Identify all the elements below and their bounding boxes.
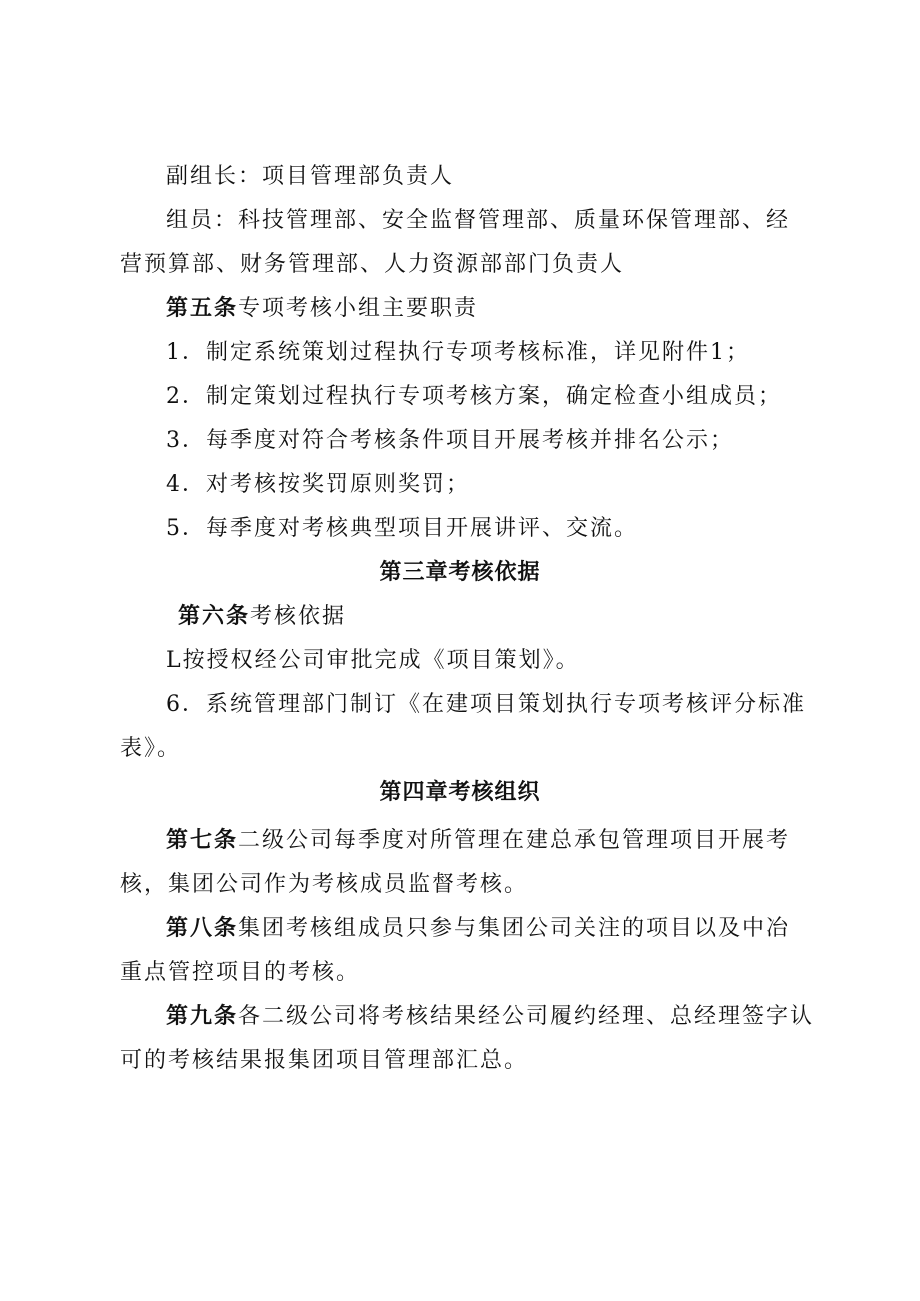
article-7-label: 第七条 [166, 828, 239, 853]
article-9-text-2: 可的考核结果报集团项目管理部汇总。 [120, 1048, 529, 1073]
basis-item-2-text-1: 6．系统管理部门制订《在建项目策划执行专项考核评分标准 [166, 692, 806, 717]
article-5-text: 专项考核小组主要职责 [238, 296, 479, 321]
article-6-text: 考核依据 [250, 604, 347, 629]
members-text-2: 营预算部、财务管理部、人力资源部部门负责人 [120, 252, 625, 277]
chapter-3-heading: 第三章考核依据 [379, 560, 541, 585]
chapter-4-heading: 第四章考核组织 [379, 780, 541, 805]
article-7-text-1: 二级公司每季度对所管理在建总承包管理项目开展考 [238, 828, 791, 853]
basis-item-1-text: L按授权经公司审批完成《项目策划》。 [166, 648, 580, 673]
duty-item-5 [166, 514, 638, 544]
duty-item-4 [166, 470, 470, 500]
article-7-line-2 [120, 870, 528, 900]
article-7-text-2: 核，集团公司作为考核成员监督考核。 [120, 872, 529, 897]
basis-item-1 [166, 646, 580, 676]
duty-item-3 [166, 426, 734, 456]
article-7-line-1 [166, 826, 791, 856]
duty-item-2-text: 2．制定策划过程执行专项考核方案，确定检查小组成员； [166, 384, 782, 409]
article-8-line-1 [166, 914, 791, 944]
article-9-label: 第九条 [166, 1004, 239, 1029]
duty-item-4-text: 4．对考核按奖罚原则奖罚； [166, 472, 470, 497]
basis-item-2-line-2 [120, 734, 181, 764]
basis-item-2-line-1 [166, 690, 806, 720]
duty-item-5-text: 5．每季度对考核典型项目开展讲评、交流。 [166, 516, 638, 541]
basis-item-2-text-2: 表》。 [120, 736, 182, 761]
article-6 [178, 602, 346, 632]
article-5 [166, 294, 478, 324]
deputy-leader-line [166, 162, 454, 192]
duty-item-1-text: 1．制定系统策划过程执行专项考核标准，详见附件1； [166, 340, 750, 365]
article-8-label: 第八条 [166, 916, 239, 941]
article-8-line-2 [120, 958, 360, 988]
duty-item-1 [166, 338, 750, 368]
article-9-line-1 [166, 1002, 815, 1032]
article-6-label: 第六条 [178, 604, 251, 629]
article-8-text-1: 集团考核组成员只参与集团公司关注的项目以及中冶 [238, 916, 791, 941]
duty-item-2 [166, 382, 782, 412]
article-9-text-1: 各二级公司将考核结果经公司履约经理、总经理签字认 [238, 1004, 815, 1029]
article-8-text-2: 重点管控项目的考核。 [120, 960, 361, 985]
members-text-1: 组员：科技管理部、安全监督管理部、质量环保管理部、经 [166, 208, 791, 233]
article-5-label: 第五条 [166, 296, 239, 321]
members-line-2 [120, 250, 624, 280]
article-9-line-2 [120, 1046, 528, 1076]
deputy-leader-text: 副组长：项目管理部负责人 [166, 164, 455, 189]
members-line-1 [166, 206, 791, 236]
duty-item-3-text: 3．每季度对符合考核条件项目开展考核并排名公示； [166, 428, 734, 453]
